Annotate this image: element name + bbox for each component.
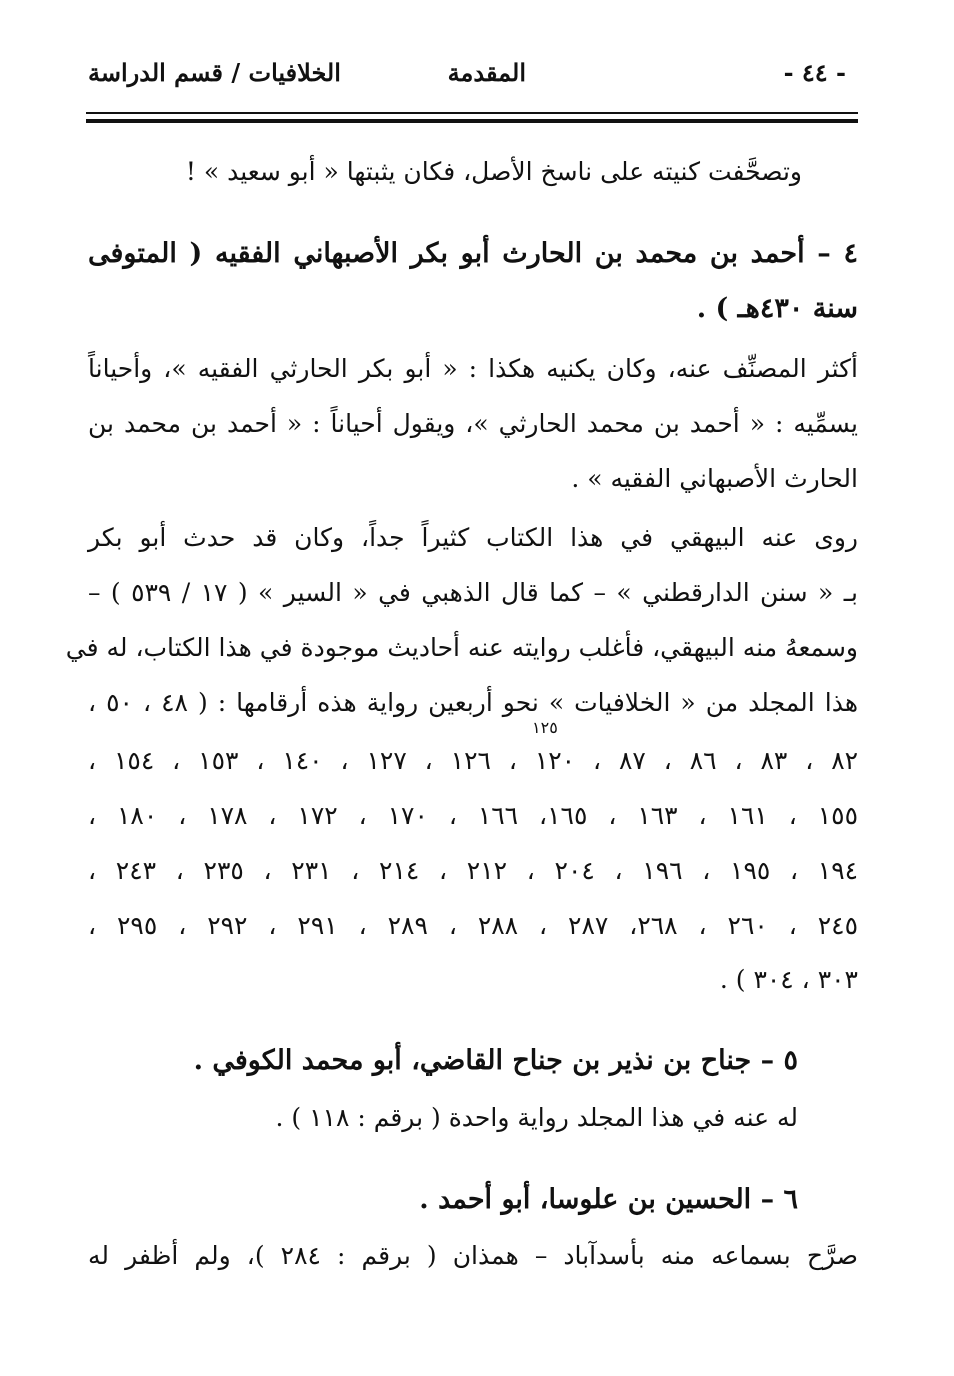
text-line: صرَّح بسماعه منه بأسدآباد – همذان ( برقم : ٢٨٤ )، ولم أظفر له (88, 1241, 858, 1270)
text-line: وتصحَّفت كنيته على ناسخ الأصل، فكان يثبتها « أبو سعيد » ! (185, 157, 802, 186)
text-line: أكثر المصنِّف عنه، وكان يكنيه هكذا : « أبو بكر الحارثي الفقيه »، وأحياناً (88, 354, 858, 383)
text-line: الحارث الأصبهاني الفقيه » . (571, 464, 858, 493)
margin-note: ١٢٥ (532, 718, 558, 737)
text-line: روى عنه البيهقي في هذا الكتاب كثيراً جداً، وكان قد حدث أبو بكر (88, 523, 858, 552)
number-list-line: ١٥٥ ، ١٦١ ، ١٦٣ ، ١٦٥، ١٦٦ ، ١٧٠ ، ١٧٢ ، ١٧٨ ، ١٨٠ ، (88, 801, 859, 830)
number-list-line: ١٩٤ ، ١٩٥ ، ١٩٦ ، ٢٠٤ ، ٢١٢ ، ٢١٤ ، ٢٣١ ، ٢٣٥ ، ٢٤٣ ، (88, 856, 859, 885)
header-rule-thin (86, 112, 858, 114)
number-list-line: ٨٢ ، ٨٣ ، ٨٦ ، ٨٧ ، ١٢٠ ، ١٢٦ ، ١٢٧ ، ١٤٠ ، ١٥٣ ، ١٥٤ ، (88, 746, 859, 775)
entry-heading: ٦ – الحسين بن علوسا، أبو أحمد . (419, 1184, 798, 1215)
page-header (86, 58, 856, 98)
text-line: بـ « سنن الدارقطني » – كما قال الذهبي في « السير » ( ١٧ / ٥٣٩ ) – (88, 578, 858, 607)
text-line: له عنه في هذا المجلد رواية واحدة ( برقم : ١١٨ ) . (275, 1103, 798, 1132)
text-line: هذا المجلد من « الخلافيات » نحو أربعين رواية هذه أرقامها : ( ٤٨ ، ٥٠ ، (88, 688, 858, 717)
number-list-line: ٣٠٣ ، ٣٠٤ ) . (719, 965, 858, 994)
page-number: - ٤٤ - (783, 58, 846, 87)
entry-heading: ٤ – أحمد بن محمد بن الحارث أبو بكر الأصبهاني الفقيه ( المتوفى (88, 238, 858, 269)
text-line: وسمعهُ منه البيهقي، فأغلب روايته عنه أحاديث موجودة في هذا الكتاب، له في (65, 633, 858, 662)
entry-heading: سنة ٤٣٠هـ ) . (696, 293, 858, 324)
section-title: المقدمة (447, 58, 526, 87)
book-title: الخلافيات / قسم الدراسة (88, 58, 341, 87)
number-list-line: ٢٤٥ ، ٢٦٠ ، ٢٦٨، ٢٨٧ ، ٢٨٨ ، ٢٨٩ ، ٢٩١ ، ٢٩٢ ، ٢٩٥ ، (88, 911, 859, 940)
entry-heading: ٥ – جناح بن نذير بن جناح القاضي، أبو محمد الكوفي . (193, 1045, 798, 1076)
text-line: يسمِّيه : « أحمد بن محمد الحارثي »، ويقول أحياناً : « أحمد بن محمد بن (88, 409, 858, 438)
header-rule-thick (86, 119, 858, 123)
